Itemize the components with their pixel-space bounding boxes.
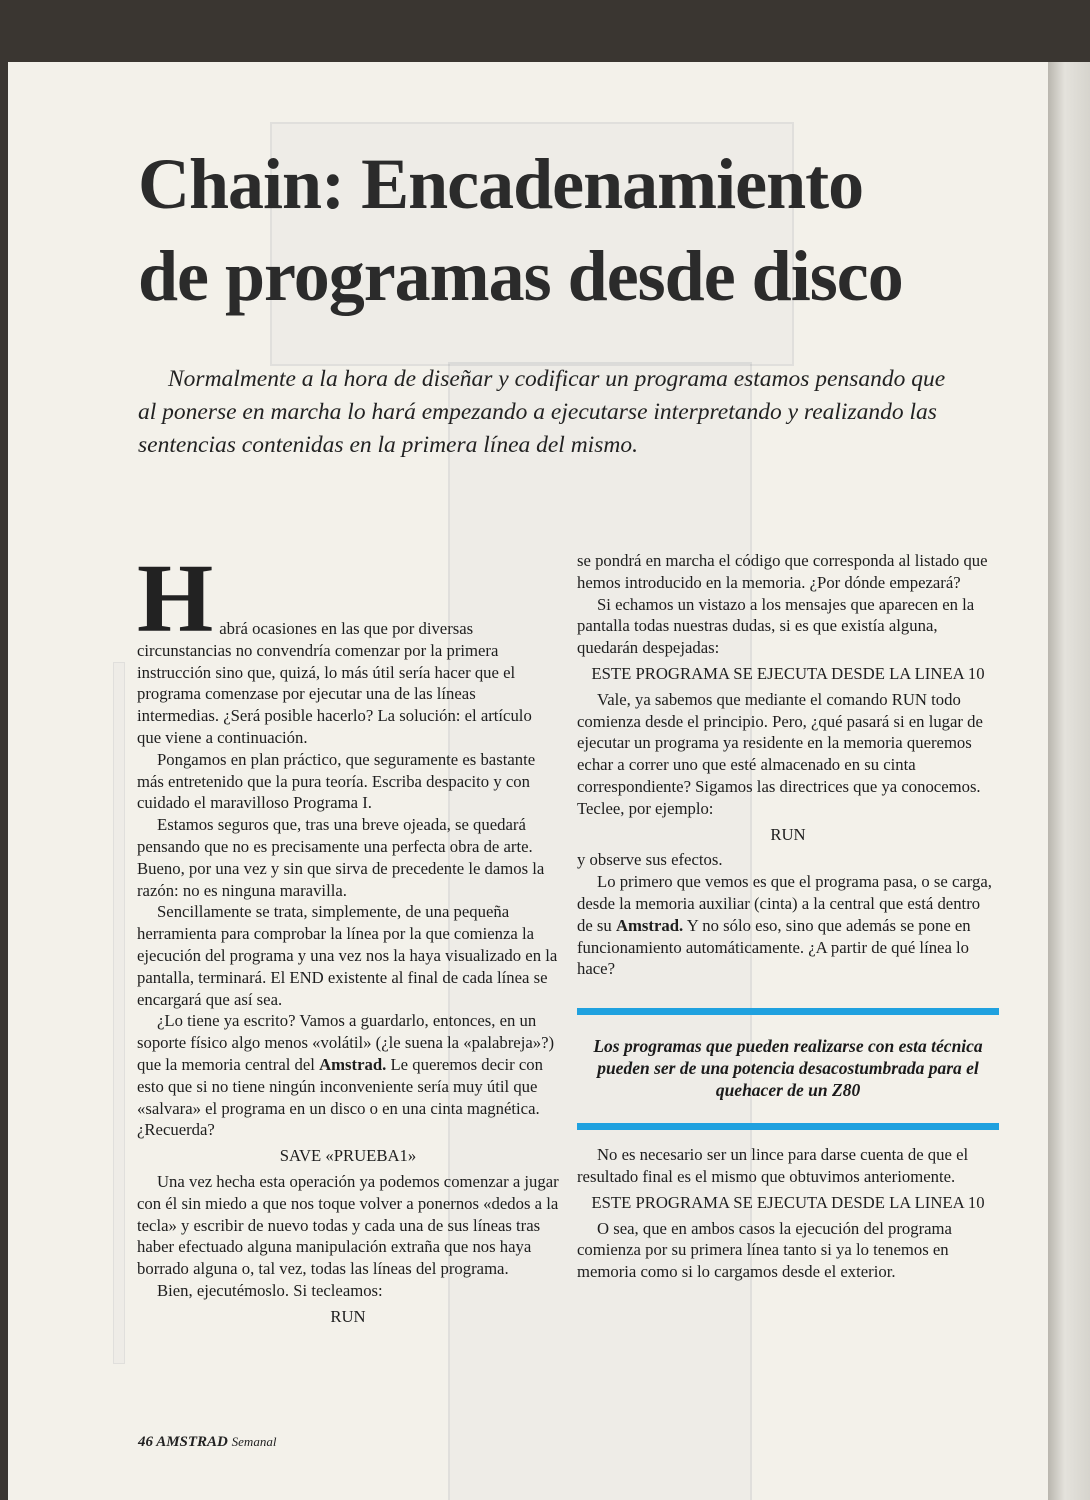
code-line: RUN [330,1306,366,1326]
paragraph-text: abrá ocasiones en las que por diversas circunstancias no convendría comenzar por la primera instrucción sino que, quizá, lo más útil sería hacer que el programa comenzase por ejecutar una de las líneas intermedias. ¿Será posible hacerlo? La solución: el artículo que viene a continuación. [137,619,532,747]
code-line: RUN [770,824,806,844]
lead-paragraph: Normalmente a la hora de diseñar y codificar un programa estamos pensando que al ponerse en marcha lo hará empezando a ejecutarse interpretando y realizando las sentencias contenidas en la primera línea del mismo. [138,366,946,458]
magazine-issue: Semanal [231,1434,277,1449]
pull-quote: Los programas que pueden realizarse con esta técnica pueden ser de una potencia desacostumbrada para el quehacer de un Z80 [593,1036,983,1101]
paragraph [137,545,559,749]
left-column [137,545,559,1332]
page-footer [138,1434,276,1451]
code-line: ESTE PROGRAMA SE EJECUTA DESDE LA LINEA 10 [591,663,985,683]
title-line-1: Chain: Encadenamiento [138,144,864,224]
paragraph: se pondrá en marcha el código que corresponda al listado que hemos introducido en la memoria. ¿Por dónde empezará? [577,551,988,592]
bold-brand: Amstrad. [319,1054,387,1074]
code-line: SAVE «PRUEBA1» [279,1146,417,1166]
paragraph [137,1010,559,1141]
page-number: 46 [138,1434,153,1450]
paragraph: Sencillamente se trata, simplemente, de una pequeña herramienta para comprobar la línea por la que comienza la ejecución del programa y una vez nos la haya visualizado en la pantalla, terminará. El END existente al final de cada línea se encargará que así sea. [137,902,558,1009]
pull-quote-rule-top [577,1008,999,1015]
paragraph: Una vez hecha esta operación ya podemos comenzar a jugar con él sin miedo a que nos toque volver a ponernos «dedos a la tecla» y escribir de nuevo todas y cada una de sus líneas tras haber efectuado alguna manipulación extraña que nos haya borrado alguna o, tal vez, todas las líneas del programa. [137,1171,559,1279]
paragraph-text: Y no sólo eso, sino que además se pone en funcionamiento automáticamente. ¿A partir de qué línea lo hace? [577,915,971,979]
paragraph-text: Le queremos decir con esto que si no tiene ningún inconveniente sería muy útil que «salvara» el programa en un disco o en una cinta magnética. ¿Recuerda? [137,1054,543,1140]
code-line: ESTE PROGRAMA SE EJECUTA DESDE LA LINEA 10 [591,1192,985,1212]
article-title [138,138,1018,322]
paragraph: y observe sus efectos. [577,850,723,870]
paragraph: Estamos seguros que, tras una breve ojeada, se quedará pensando que no es precisamente una perfecta obra de arte. Bueno, por una vez y sin que sirva de precedente le damos la razón: no es ninguna maravilla. [137,815,545,900]
drop-cap: H [137,545,214,653]
paragraph [577,871,999,980]
paragraph: Pongamos en plan práctico, que seguramente es bastante más entretenido que la pura teoría. Escriba despacito y con cuidado el maravilloso Programa I. [137,749,536,813]
paragraph-text: Lo primero que vemos es que el programa pasa, o se carga, desde la memoria auxiliar (cinta) a la central que está dentro de su [577,872,992,935]
paragraph-text: ¿Lo tiene ya escrito? Vamos a guardarlo, entonces, en un soporte físico algo menos «volátil» (¿le suena la «palabreja»?) que la memoria central del [137,1011,555,1074]
title-line-2: de programas desde disco [138,236,903,316]
right-column [577,550,999,1283]
paragraph: Vale, ya sabemos que mediante el comando RUN todo comienza desde el principio. Pero, ¿qué pasará si en lugar de ejecutar un programa ya residente en la memoria queremos echar a correr uno que esté almacenado en su cinta correspondiente? Sigamos las directrices que ya conocemos. Teclee, por ejemplo: [577,689,983,818]
paragraph: Si echamos un vistazo a los mensajes que aparecen en la pantalla todas nuestras dudas, si es que existía alguna, quedarán despejadas: [577,594,975,658]
paragraph: Bien, ejecutémoslo. Si tecleamos: [157,1280,383,1300]
bold-brand: Amstrad. [615,915,684,935]
page-gutter [1048,62,1090,1500]
show-through-shape [113,662,125,1364]
paragraph: O sea, que en ambos casos la ejecución del programa comienza por su primera línea tanto si ya lo tenemos en memoria como si lo cargamos desde el exterior. [577,1218,952,1282]
magazine-name: AMSTRAD [156,1434,228,1450]
pull-quote-rule-bottom [577,1123,999,1130]
paragraph: No es necesario ser un lince para darse cuenta de que el resultado final es el mismo que obtuvimos anteriomente. [577,1145,969,1186]
